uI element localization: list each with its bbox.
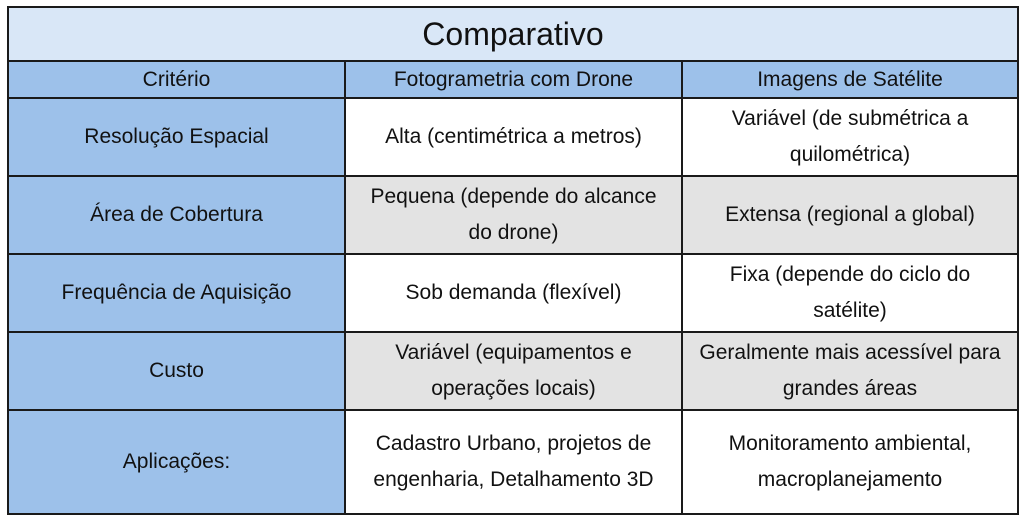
header-drone: Fotogrametria com Drone [345, 61, 682, 98]
cell-line: Pequena (depende do alcance [370, 185, 657, 208]
satellite-cell [682, 410, 1018, 514]
cell-line: Fixa (depende do ciclo do [729, 263, 971, 286]
cell-line: Monitoramento ambiental, [728, 432, 972, 455]
cell-line: Cadastro Urbano, projetos de [375, 432, 652, 455]
cell-line: Sob demanda (flexível) [405, 281, 622, 304]
drone-cell [345, 332, 682, 410]
drone-cell [345, 410, 682, 514]
cell-line: Extensa (regional a global) [725, 203, 975, 226]
cell-line: Geralmente mais acessível para [699, 341, 1001, 364]
criterion-label: Custo [149, 359, 204, 382]
cell-line: Variável (equipamentos e [395, 341, 632, 364]
criterion-cell [8, 410, 345, 514]
cell-line: quilométrica) [789, 143, 911, 166]
drone-cell [345, 176, 682, 254]
table-title: Comparativo [8, 7, 1018, 61]
satellite-cell [682, 332, 1018, 410]
drone-cell [345, 98, 682, 176]
cell-line: macroplanejamento [757, 468, 943, 491]
drone-cell [345, 254, 682, 332]
table-row [8, 176, 1018, 254]
criterion-cell [8, 254, 345, 332]
cell-line: do drone) [468, 221, 559, 244]
cell-line: Alta (centimétrica a metros) [385, 125, 642, 148]
cell-line: grandes áreas [782, 377, 918, 400]
criterion-label: Aplicações: [122, 450, 231, 473]
criterion-cell [8, 98, 345, 176]
criterion-cell [8, 176, 345, 254]
header-criterion: Critério [8, 61, 345, 98]
comparison-table [7, 6, 1019, 515]
header-row [8, 61, 1018, 98]
table-row [8, 254, 1018, 332]
table-row [8, 410, 1018, 514]
criterion-cell [8, 332, 345, 410]
cell-line: engenharia, Detalhamento 3D [373, 468, 654, 491]
criterion-label: Frequência de Aquisição [61, 281, 292, 304]
cell-line: operações locais) [431, 377, 596, 400]
criterion-label: Resolução Espacial [84, 125, 269, 148]
header-satellite: Imagens de Satélite [682, 61, 1018, 98]
table-row [8, 98, 1018, 176]
cell-line: satélite) [813, 299, 887, 322]
satellite-cell [682, 98, 1018, 176]
table-row [8, 332, 1018, 410]
satellite-cell [682, 254, 1018, 332]
satellite-cell [682, 176, 1018, 254]
comparison-table-container [7, 6, 1017, 491]
cell-line: Variável (de submétrica a [731, 107, 969, 130]
criterion-label: Área de Cobertura [90, 203, 263, 226]
